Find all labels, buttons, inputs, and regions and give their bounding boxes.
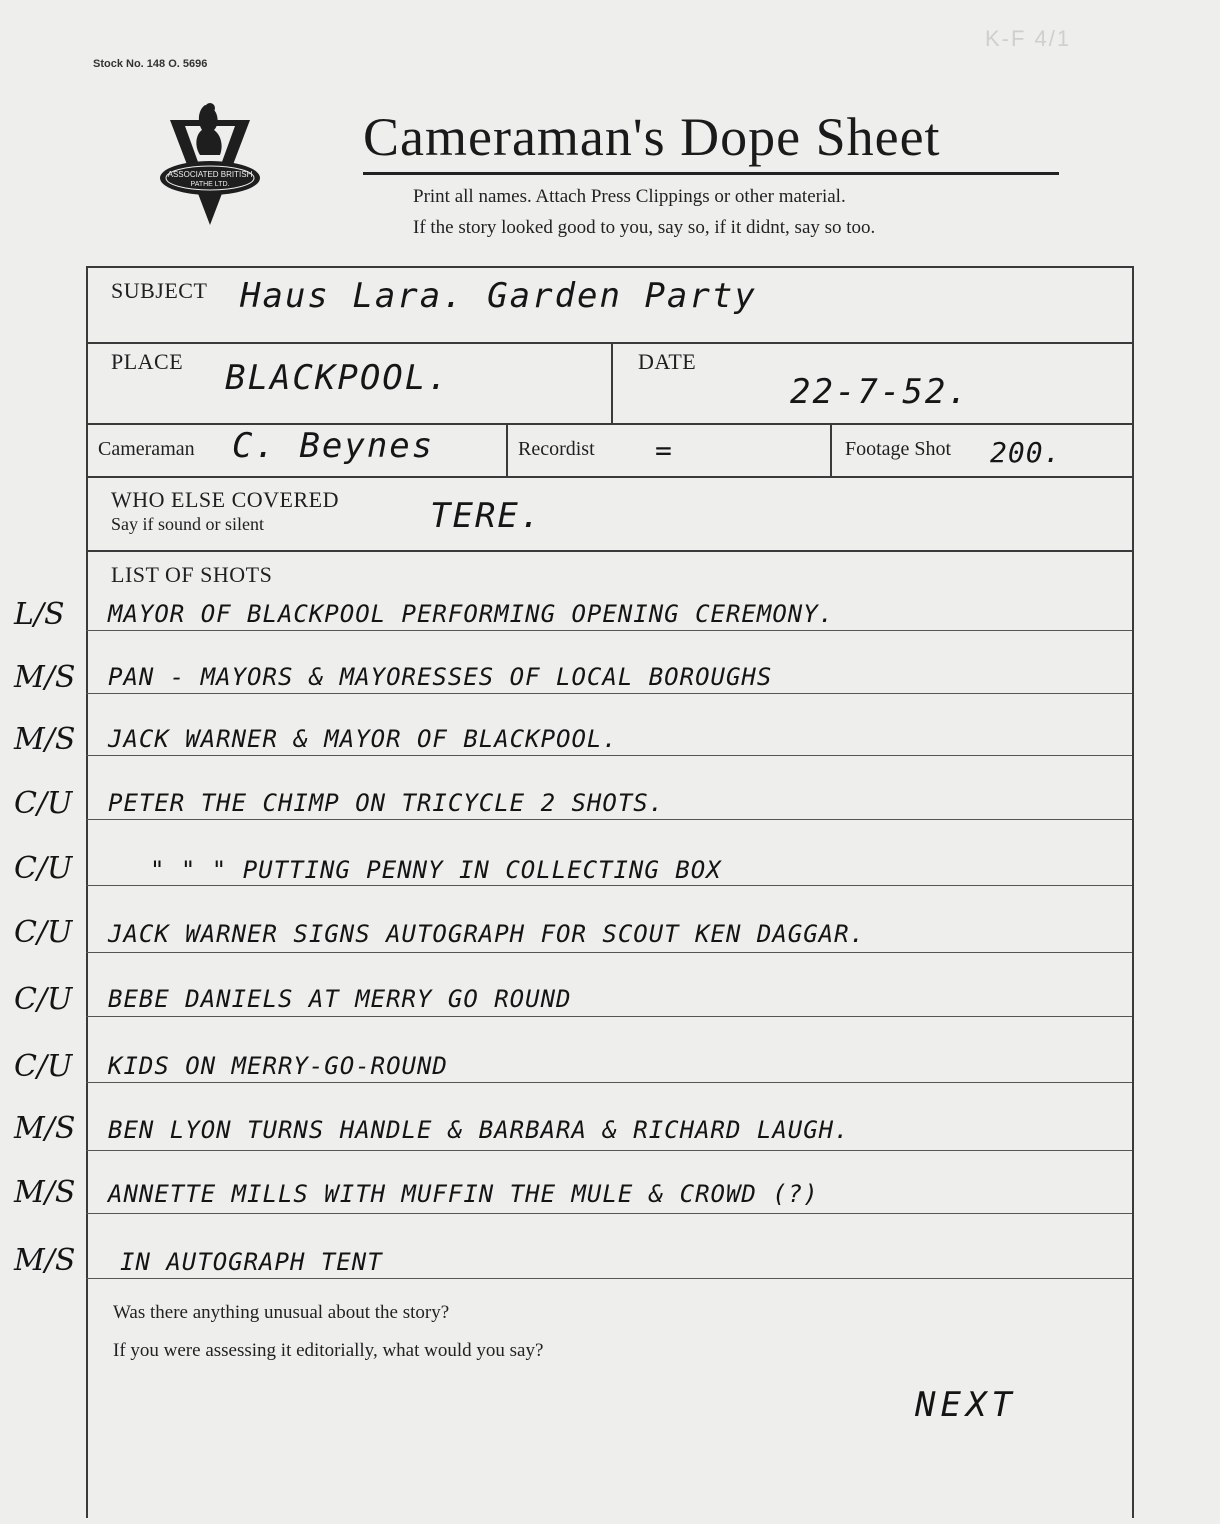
shot-description: IN AUTOGRAPH TENT — [120, 1248, 383, 1276]
shot-description: ANNETTE MILLS WITH MUFFIN THE MULE & CROWD (?) — [108, 1180, 819, 1208]
shot-description: JACK WARNER & MAYOR OF BLACKPOOL. — [108, 725, 618, 753]
shot-rule — [86, 630, 1132, 631]
question-editorial: If you were assessing it editorially, what would you say? — [113, 1340, 544, 1361]
shot-description: JACK WARNER SIGNS AUTOGRAPH FOR SCOUT KEN DAGGAR. — [108, 920, 866, 948]
shot-description: BEN LYON TURNS HANDLE & BARBARA & RICHARD LAUGH. — [108, 1116, 850, 1144]
archive-stamp: K-F 4/1 — [985, 26, 1072, 51]
question-unusual: Was there anything unusual about the story? — [113, 1302, 450, 1323]
shot-rule — [86, 1213, 1132, 1214]
shot-description: BEBE DANIELS AT MERRY GO ROUND — [108, 985, 572, 1013]
divider-subject — [86, 342, 1132, 344]
shot-code: M/S — [14, 660, 76, 695]
shot-code: M/S — [14, 1111, 76, 1146]
divider-place-date — [611, 342, 613, 424]
subject-value: Haus Lara. Garden Party — [240, 276, 757, 316]
recordist-value: = — [655, 434, 673, 467]
shot-code: M/S — [14, 722, 76, 757]
who-else-sub-label: Say if sound or silent — [111, 514, 264, 534]
title-underline — [363, 172, 1059, 175]
shot-rule — [86, 1082, 1132, 1083]
shot-rule — [86, 1150, 1132, 1151]
svg-text:PATHE LTD.: PATHE LTD. — [190, 181, 230, 188]
date-label: DATE — [638, 349, 697, 374]
shot-description: MAYOR OF BLACKPOOL PERFORMING OPENING CEREMONY. — [108, 600, 835, 628]
shot-code: C/U — [14, 915, 73, 950]
footage-value: 200. — [990, 436, 1062, 469]
subject-label: SUBJECT — [111, 278, 208, 303]
stock-number: Stock No. 148 O. 5696 — [93, 58, 208, 70]
pathe-rooster-logo-icon — [150, 100, 270, 230]
divider-who-else — [86, 550, 1132, 552]
shot-rule — [86, 755, 1132, 756]
shot-code: C/U — [14, 851, 73, 886]
divider-place — [86, 423, 1132, 425]
page-title: Cameraman's Dope Sheet — [363, 107, 941, 167]
cameraman-label: Cameraman — [98, 438, 195, 460]
place-value: BLACKPOOL. — [225, 358, 450, 398]
recordist-label: Recordist — [518, 438, 595, 460]
shot-rule — [86, 693, 1132, 694]
shot-description: " " " PUTTING PENNY IN COLLECTING BOX — [150, 856, 722, 884]
shot-rule — [86, 819, 1132, 820]
instruction-line-2: If the story looked good to you, say so, if it didnt, say so too. — [413, 217, 876, 238]
shot-code: C/U — [14, 1049, 73, 1084]
cameraman-value: C. Beynes — [232, 426, 435, 466]
footage-label: Footage Shot — [845, 438, 952, 460]
list-of-shots-label: LIST OF SHOTS — [111, 562, 273, 587]
divider-cameraman — [86, 476, 1132, 478]
shot-rule — [86, 1016, 1132, 1017]
shot-rule — [86, 952, 1132, 953]
shot-rule — [86, 885, 1132, 886]
shot-description: PAN - MAYORS & MAYORESSES OF LOCAL BOROUGHS — [108, 663, 773, 691]
who-else-value: TERE. — [430, 496, 543, 536]
divider-recordist-footage — [830, 424, 832, 476]
shot-description: PETER THE CHIMP ON TRICYCLE 2 SHOTS. — [108, 789, 665, 817]
shot-code: C/U — [14, 982, 73, 1017]
divider-cameraman-recordist — [506, 424, 508, 476]
instruction-line-1: Print all names. Attach Press Clippings or other material. — [413, 186, 846, 207]
svg-text:ASSOCIATED BRITISH: ASSOCIATED BRITISH — [167, 170, 253, 179]
shot-code: M/S — [14, 1243, 76, 1278]
shot-description: KIDS ON MERRY-GO-ROUND — [108, 1052, 448, 1080]
place-label: PLACE — [111, 349, 184, 374]
shot-code: M/S — [14, 1175, 76, 1210]
who-else-label: WHO ELSE COVERED — [111, 487, 339, 512]
shot-rule — [86, 1278, 1132, 1279]
next-note: NEXT — [915, 1385, 1017, 1425]
date-value: 22-7-52. — [790, 372, 970, 412]
shot-code: L/S — [14, 597, 65, 632]
shot-code: C/U — [14, 786, 73, 821]
